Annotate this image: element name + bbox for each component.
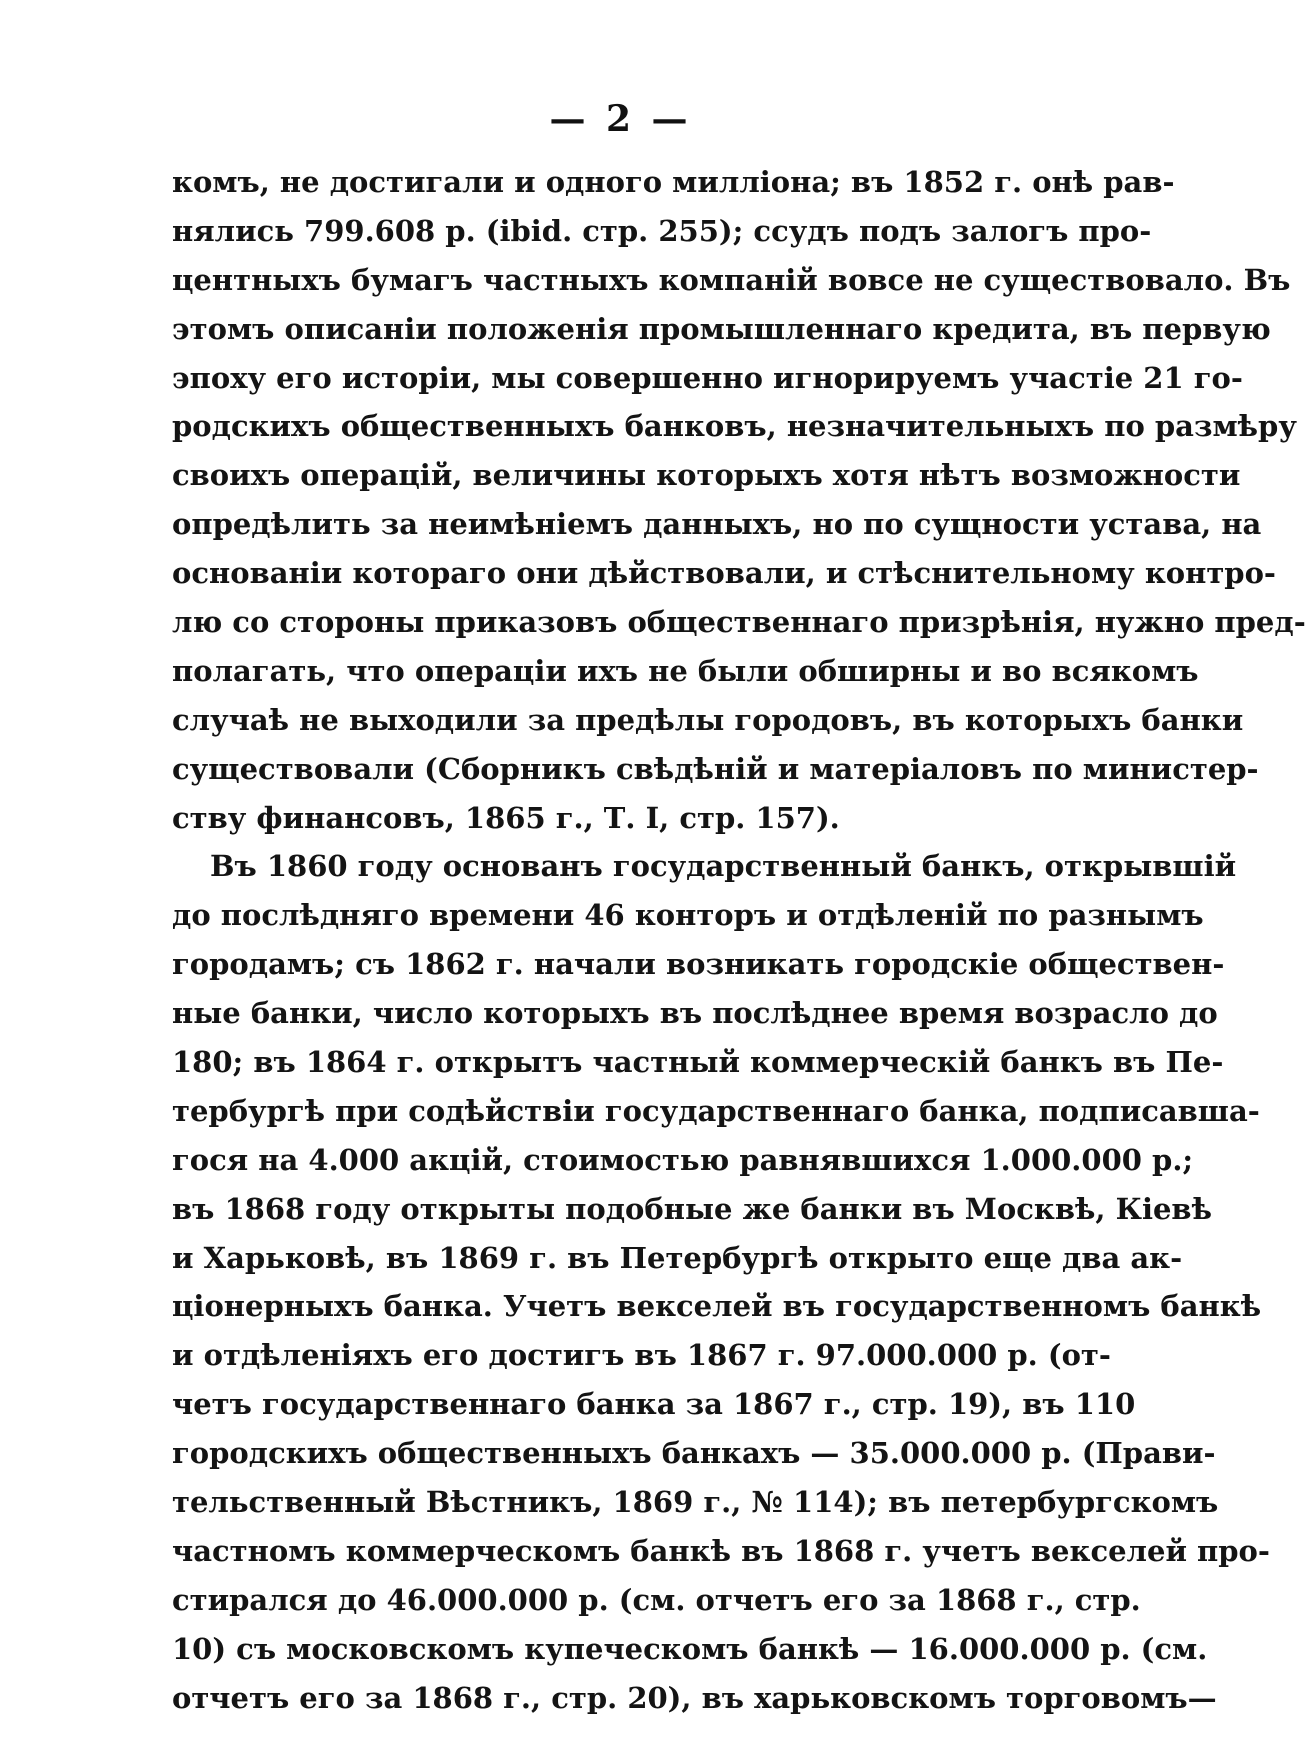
text-line: частномъ коммерческомъ банкѣ въ 1868 г. учетъ векселей про- — [172, 1533, 1270, 1568]
text-line: нялись 799.608 р. (ibid. стр. 255); ссудъ подъ залогъ про- — [172, 213, 1152, 248]
text-line: стирался до 46.000.000 р. (см. отчетъ его за 1868 г., стр. — [172, 1582, 1141, 1617]
text-line: опредѣлить за неимѣніемъ данныхъ, но по сущности устава, на — [172, 507, 1262, 542]
paragraph-2 — [172, 842, 1270, 1722]
text-line: 10) съ московскомъ купеческомъ банкѣ — 16.000.000 р. (см. — [172, 1631, 1208, 1666]
text-line: и отдѣленіяхъ его достигъ въ 1867 г. 97.000.000 р. (от- — [172, 1338, 1111, 1373]
text-line: ціонерныхъ банка. Учетъ векселей въ государственномъ банкѣ — [172, 1289, 1262, 1324]
text-line: гося на 4.000 акцій, стоимостью равнявшихся 1.000.000 р.; — [172, 1142, 1194, 1177]
text-line: основаніи котораго они дѣйствовали, и стѣснительному контро- — [172, 556, 1276, 591]
text-line: комъ, не достигали и одного милліона; въ 1852 г. онѣ рав- — [172, 165, 1175, 199]
text-line: лю со стороны приказовъ общественнаго призрѣнія, нужно пред- — [172, 605, 1306, 640]
text-line: и Харьковѣ, въ 1869 г. въ Петербургѣ открыто еще два ак- — [172, 1240, 1183, 1275]
text-line: тельственный Вѣстникъ, 1869 г., № 114); въ петербургскомъ — [172, 1485, 1219, 1520]
text-line: полагать, что операціи ихъ не были обширны и во всякомъ — [172, 653, 1199, 688]
text-line: родскихъ общественныхъ банковъ, незначительныхъ по размѣру — [172, 409, 1297, 444]
page-number: — 2 — — [549, 98, 692, 140]
text-line: тербургѣ при содѣйствіи государственнаго банка, подписавша- — [172, 1093, 1260, 1128]
paragraph-1 — [172, 158, 1306, 842]
text-line: городскихъ общественныхъ банкахъ — 35.000.000 р. (Прави- — [172, 1436, 1216, 1471]
text-line: 180; въ 1864 г. открытъ частный коммерческій банкъ въ Пе- — [172, 1045, 1224, 1080]
text-line: эпоху его исторіи, мы совершенно игнорируемъ участіе 21 го- — [172, 360, 1243, 395]
text-line: центныхъ бумагъ частныхъ компаній вовсе не существовало. Въ — [172, 262, 1291, 297]
text-line: этомъ описаніи положенія промышленнаго кредита, въ первую — [172, 311, 1271, 346]
text-line: ству финансовъ, 1865 г., Т. I, стр. 157). — [172, 800, 840, 835]
text-line: городамъ; съ 1862 г. начали возникать городскіе обществен- — [172, 947, 1225, 982]
text-line: ные банки, число которыхъ въ послѣднее время возрасло до — [172, 996, 1218, 1031]
text-line: четъ государственнаго банка за 1867 г., стр. 19), въ 110 — [172, 1387, 1136, 1422]
text-line: въ 1868 году открыты подобные же банки въ Москвѣ, Кіевѣ — [172, 1191, 1212, 1226]
text-line: случаѣ не выходили за предѣлы городовъ, въ которыхъ банки — [172, 702, 1244, 737]
text-line: существовали (Сборникъ свѣдѣній и матеріаловъ по министер- — [172, 751, 1259, 786]
text-line: отчетъ его за 1868 г., стр. 20), въ харьковскомъ торговомъ— — [172, 1680, 1217, 1715]
text-line: Въ 1860 году основанъ государственный банкъ, открывшій — [210, 849, 1237, 884]
text-line: своихъ операцій, величины которыхъ хотя нѣтъ возможности — [172, 458, 1241, 493]
body-text — [172, 158, 1306, 1723]
text-line: до послѣдняго времени 46 конторъ и отдѣленій по разнымъ — [172, 898, 1204, 933]
